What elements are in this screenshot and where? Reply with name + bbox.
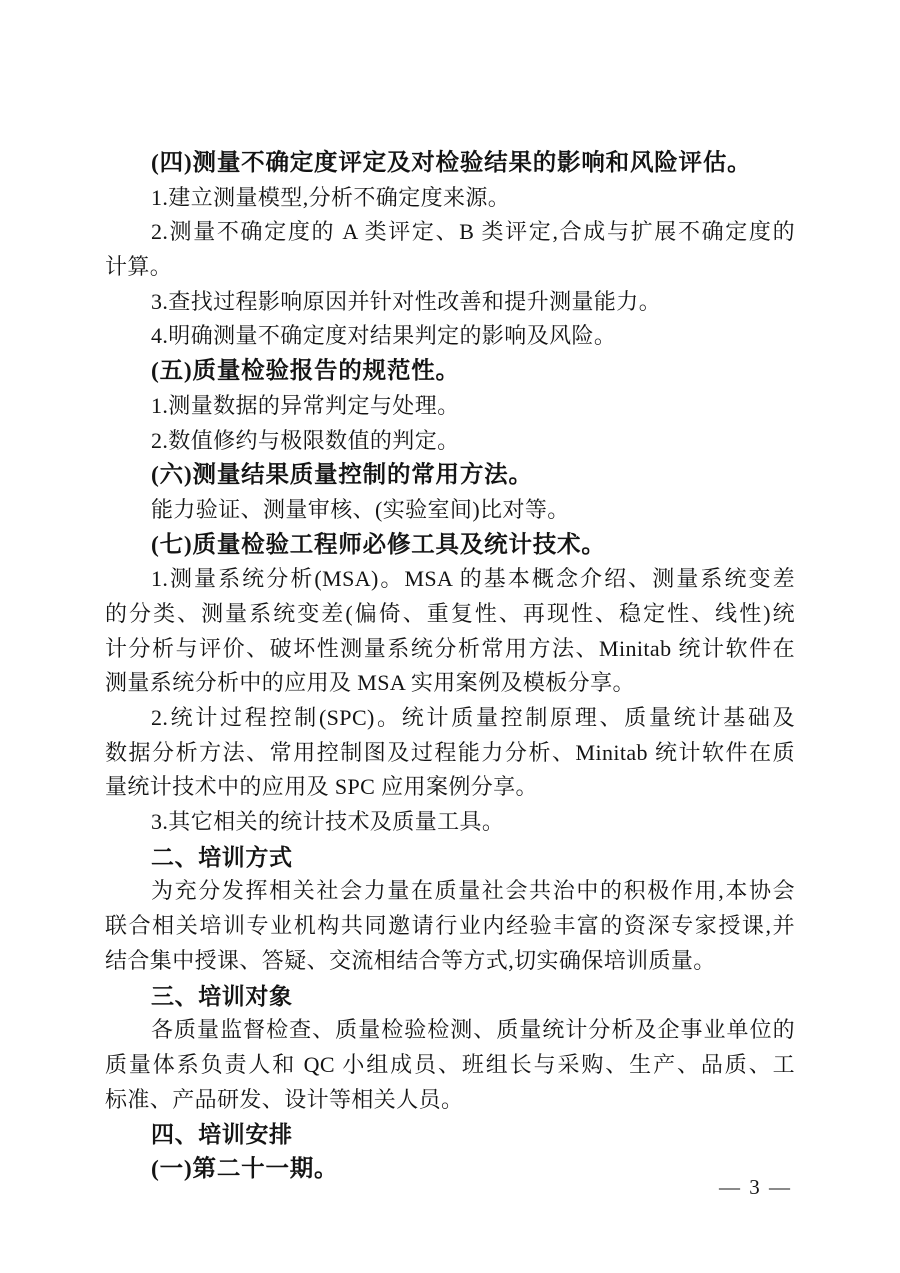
section-heading-6: (六)测量结果质量控制的常用方法。 (151, 462, 533, 489)
text-line: 3.查找过程影响原因并针对性改善和提升测量能力。 (151, 288, 662, 314)
text-line: 联合相关培训专业机构共同邀请行业内经验丰富的资深专家授课,并 (105, 913, 795, 939)
text-line: 1.建立测量模型,分析不确定度来源。 (151, 184, 511, 210)
text-line: 2.测量不确定度的 A 类评定、B 类评定,合成与扩展不确定度的 (151, 219, 795, 245)
section-heading-4: (四)测量不确定度评定及对检验结果的影响和风险评估。 (151, 150, 752, 176)
text-line: 量统计技术中的应用及 SPC 应用案例分享。 (105, 774, 538, 800)
section-heading-training-method: 二、培训方式 (151, 843, 293, 870)
text-line: 1.测量系统分析(MSA)。MSA 的基本概念介绍、测量系统变差 (151, 566, 795, 592)
text-line: 结合集中授课、答疑、交流相结合等方式,切实确保培训质量。 (105, 947, 716, 973)
section-heading-training-schedule: 四、培训安排 (151, 1121, 293, 1148)
text-line: 1.测量数据的异常判定与处理。 (151, 392, 460, 418)
text-line: 计算。 (105, 254, 173, 280)
text-line: 为充分发挥相关社会力量在质量社会共治中的积极作用,本协会 (151, 878, 795, 904)
text-line: 2.统计过程控制(SPC)。统计质量控制原理、质量统计基础及 (151, 705, 795, 730)
text-line: 标准、产品研发、设计等相关人员。 (105, 1086, 464, 1112)
text-line: 3.其它相关的统计技术及质量工具。 (151, 809, 505, 835)
section-heading-7: (七)质量检验工程师必修工具及统计技术。 (151, 531, 606, 558)
text-line: 测量系统分析中的应用及 MSA 实用案例及模板分享。 (105, 670, 635, 696)
section-heading-training-target: 三、培训对象 (151, 982, 293, 1009)
text-line: 质量体系负责人和 QC 小组成员、班组长与采购、生产、品质、工 (105, 1051, 795, 1077)
text-line: 能力验证、测量审核、(实验室间)比对等。 (151, 496, 570, 522)
text-line: 4.明确测量不确定度对结果判定的影响及风险。 (151, 323, 617, 349)
text-line: 各质量监督检查、质量检验检测、质量统计分析及企事业单位的 (151, 1017, 795, 1043)
section-heading-session-21: (一)第二十一期。 (151, 1155, 339, 1182)
section-heading-5: (五)质量检验报告的规范性。 (151, 358, 460, 385)
text-line: 的分类、测量系统变差(偏倚、重复性、再现性、稳定性、线性)统 (105, 600, 795, 626)
document-body (105, 146, 795, 1187)
text-line: 计分析与评价、破坏性测量系统分析常用方法、Minitab 统计软件在 (105, 635, 795, 661)
page-number: — 3 — (719, 1175, 792, 1199)
text-line: 2.数值修约与极限数值的判定。 (151, 427, 460, 453)
text-line: 数据分析方法、常用控制图及过程能力分析、Minitab 统计软件在质 (105, 739, 795, 765)
